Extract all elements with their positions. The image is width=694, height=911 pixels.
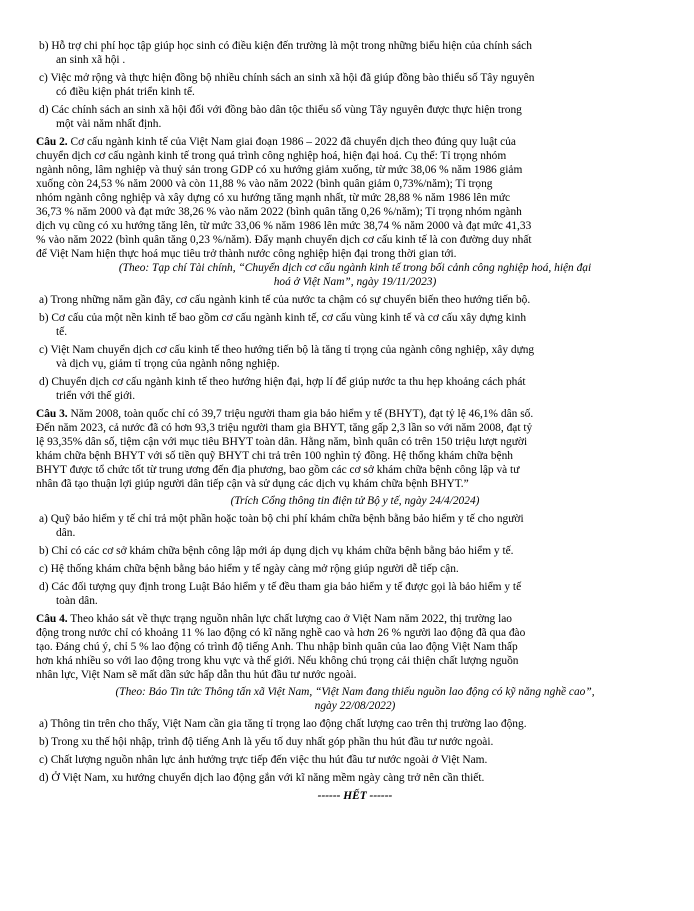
q4-passage-line: động trong nước chỉ có khoảng 11 % lao động có kĩ năng nghề cao và hơn 26 % người lao động đã qua đào bbox=[36, 627, 526, 639]
q2-option-a: a) Trong những năm gần đây, cơ cấu ngành kinh tế của nước ta chậm có sự chuyển biến theo hướng tiến bộ. bbox=[39, 294, 531, 306]
q2-option-b: b) Cơ cấu của một nền kinh tế bao gồm cơ cấu ngành kinh tế, cơ cấu vùng kinh tế và cơ cấu xây dựng kinh bbox=[39, 312, 527, 324]
q4-option-c: c) Chất lượng nguồn nhân lực ảnh hưởng trực tiếp đến việc thu hút đầu tư nước ngoài ở Việt Nam. bbox=[39, 754, 488, 766]
q3-passage-line: Đến năm 2023, cả nước đã có hơn 93,3 triệu người tham gia BHYT, tăng gấp 2,3 lần so với năm 2008, đạt tỷ bbox=[36, 422, 533, 434]
q4-passage-line: hơn khá nhiều so với lao động trong khu vực và thế giới. Nếu không chú trọng cải thiện chất lượng nguồn bbox=[36, 655, 519, 667]
q3-option-c: c) Hệ thống khám chữa bệnh bằng bảo hiểm y tế ngày càng mở rộng giúp người dễ tiếp cận. bbox=[39, 563, 459, 575]
q2-option-d-cont: triển với thế giới. bbox=[56, 390, 136, 402]
q2-passage-line: xuống còn 24,53 % năm 2000 và còn 11,88 % vào năm 2022 (bình quân giảm 0,73%/năm); Tỉ trọng bbox=[36, 178, 493, 190]
q1-option-b-cont: an sinh xã hội . bbox=[56, 54, 126, 66]
q2-label: Câu 2. bbox=[36, 136, 68, 148]
q4-option-a: a) Thông tin trên cho thấy, Việt Nam cần gia tăng tỉ trọng lao động chất lượng cao trên thị trường lao động. bbox=[39, 718, 527, 730]
q2-passage-line: % vào năm 2022 (bình quân tăng 0,23 %/năm). Đẩy mạnh chuyển dịch cơ cấu kinh tế là con đường duy nhất bbox=[36, 234, 532, 246]
q4-passage-line: Câu 4. Theo khảo sát về thực trạng nguồn nhân lực chất lượng cao ở Việt Nam năm 2022, thị trường lao bbox=[36, 613, 513, 625]
q2-source: (Theo: Tạp chí Tài chính, “Chuyển dịch cơ cấu ngành kinh tế trong bối cảnh công nghiệp hoá, hiện đại bbox=[118, 262, 592, 274]
q2-passage-line: nhóm ngành công nghiệp và xây dựng có xu hướng tăng mạnh nhất, từ mức 28,88 % năm 1986 lên mức bbox=[36, 192, 511, 204]
q1-option-d: d) Các chính sách an sinh xã hội đối với đồng bào dân tộc thiểu số vùng Tây nguyên được thực hiện trong bbox=[39, 104, 522, 116]
q2-passage-line: Câu 2. Cơ cấu ngành kinh tế của Việt Nam giai đoạn 1986 – 2022 đã chuyển dịch theo đúng quy luật của bbox=[36, 136, 516, 148]
q1-option-d-cont: một vài năm nhất định. bbox=[56, 118, 162, 130]
q2-option-c-cont: và dịch vụ, giảm tỉ trọng của ngành nông nghiệp. bbox=[56, 358, 280, 370]
q3-passage-line: Câu 3. Năm 2008, toàn quốc chỉ có 39,7 triệu người tham gia bảo hiểm y tế (BHYT), đạt tỷ lệ 46,1% dân số. bbox=[36, 408, 534, 420]
q3-passage-line: lệ 93,35% dân số, tiệm cận với mục tiêu BHYT toàn dân. Hằng năm, bình quân có trên 150 triệu lượt người bbox=[36, 436, 528, 448]
q2-passage-line: để Việt Nam hiện thực hoá mục tiêu trở thành nước công nghiệp hiện đại trong thời gian tới. bbox=[36, 248, 457, 260]
q4-source-cont: ngày 22/08/2022) bbox=[314, 700, 396, 712]
q3-option-a: a) Quỹ bảo hiểm y tế chỉ trả một phần hoặc toàn bộ chi phí khám chữa bệnh bằng bảo hiểm y tế cho người bbox=[39, 513, 524, 525]
q1-option-b: b) Hỗ trợ chi phí học tập giúp học sinh có điều kiện đến trường là một trong những biểu hiện của chính sách bbox=[39, 40, 532, 52]
q4-option-d: d) Ở Việt Nam, xu hướng chuyển dịch lao động gắn với kĩ năng mềm ngày càng trở nên cần thiết. bbox=[39, 772, 485, 784]
q3-passage-line: khám chữa bệnh BHYT với số tiền quỹ BHYT chi trả trên 100 nghìn tỷ đồng. Hệ thống khám chữa bệnh bbox=[36, 450, 513, 462]
q2-passage-line: 36,73 % năm 2000 và đạt mức 38,26 % vào năm 2022 (bình quân tăng 0,26 %/năm); Tỉ trọng nhóm ngành bbox=[36, 206, 522, 218]
q3-option-a-cont: dân. bbox=[56, 527, 76, 539]
q2-passage-line: chuyển dịch cơ cấu ngành kinh tế trong quá trình công nghiệp hoá, hiện đại hoá. Cụ thể: Tỉ trọng nhóm bbox=[36, 150, 507, 162]
q4-source: (Theo: Báo Tin tức Thông tấn xã Việt Nam, “Việt Nam đang thiếu nguồn lao động có kỹ năng nghề cao”, bbox=[115, 686, 595, 698]
q2-source-cont: hoá ở Việt Nam”, ngày 19/11/2023) bbox=[273, 276, 437, 288]
q3-passage-line: BHYT được tổ chức tốt từ trung ương đến địa phương, bao gồm các cơ sở khám chữa bệnh công lập và tư bbox=[36, 464, 520, 476]
q4-label: Câu 4. bbox=[36, 613, 68, 625]
q4-passage-line: nhân lực, Việt Nam sẽ mất dần sức hấp dẫn thu hút đầu tư nước ngoài. bbox=[36, 669, 357, 681]
q2-passage-line: ngành nông, lâm nghiệp và thuỷ sản trong GDP có xu hướng giảm xuống, từ mức 38,06 % năm 1986 giảm bbox=[36, 164, 523, 176]
q3-option-d-cont: toàn dân. bbox=[56, 595, 98, 607]
q4-option-b: b) Trong xu thế hội nhập, trình độ tiếng Anh là yếu tố duy nhất góp phần thu hút đầu tư nước ngoài. bbox=[39, 736, 494, 748]
q1-option-c-cont: có điều kiện phát triển kinh tế. bbox=[56, 86, 195, 98]
end-marker: ------ HẾT ------ bbox=[317, 790, 393, 802]
q3-option-b: b) Chỉ có các cơ sở khám chữa bệnh công lập mới áp dụng dịch vụ khám chữa bệnh bằng bảo hiểm y tế. bbox=[39, 545, 514, 557]
q3-option-d: d) Các đối tượng quy định trong Luật Bảo hiểm y tế đều tham gia bảo hiểm y tế được gọi là bảo hiểm y tế bbox=[39, 581, 522, 593]
q2-option-b-cont: tế. bbox=[56, 326, 68, 338]
q3-source: (Trích Cổng thông tin điện tử Bộ y tế, ngày 24/4/2024) bbox=[230, 495, 480, 507]
q3-passage-line: nhân đã tạo thuận lợi giúp người dân tiếp cận và sử dụng các dịch vụ khám chữa bệnh BHYT.” bbox=[36, 478, 469, 490]
q3-label: Câu 3. bbox=[36, 408, 68, 420]
q2-option-c: c) Việt Nam chuyển dịch cơ cấu kinh tế theo hướng tiến bộ là tăng tỉ trọng của ngành công nghiệp, xây dựng bbox=[39, 344, 535, 356]
q2-passage-line: dịch vụ cũng có xu hướng tăng lên, từ mức 33,06 % năm 1986 lên mức 38,74 % năm 2000 và đạt mức 41,33 bbox=[36, 220, 532, 232]
q4-passage-line: tạo. Đáng chú ý, chỉ 5 % lao động có trình độ tiếng Anh. Thu nhập bình quân của lao động Việt Nam thấp bbox=[36, 641, 518, 653]
q2-option-d: d) Chuyển dịch cơ cấu ngành kinh tế theo hướng hiện đại, hợp lí để giúp nước ta thu hẹp khoảng cách phát bbox=[39, 376, 526, 388]
q1-option-c: c) Việc mở rộng và thực hiện đồng bộ nhiều chính sách an sinh xã hội đã giúp đồng bào thiểu số Tây nguyên bbox=[39, 72, 535, 84]
